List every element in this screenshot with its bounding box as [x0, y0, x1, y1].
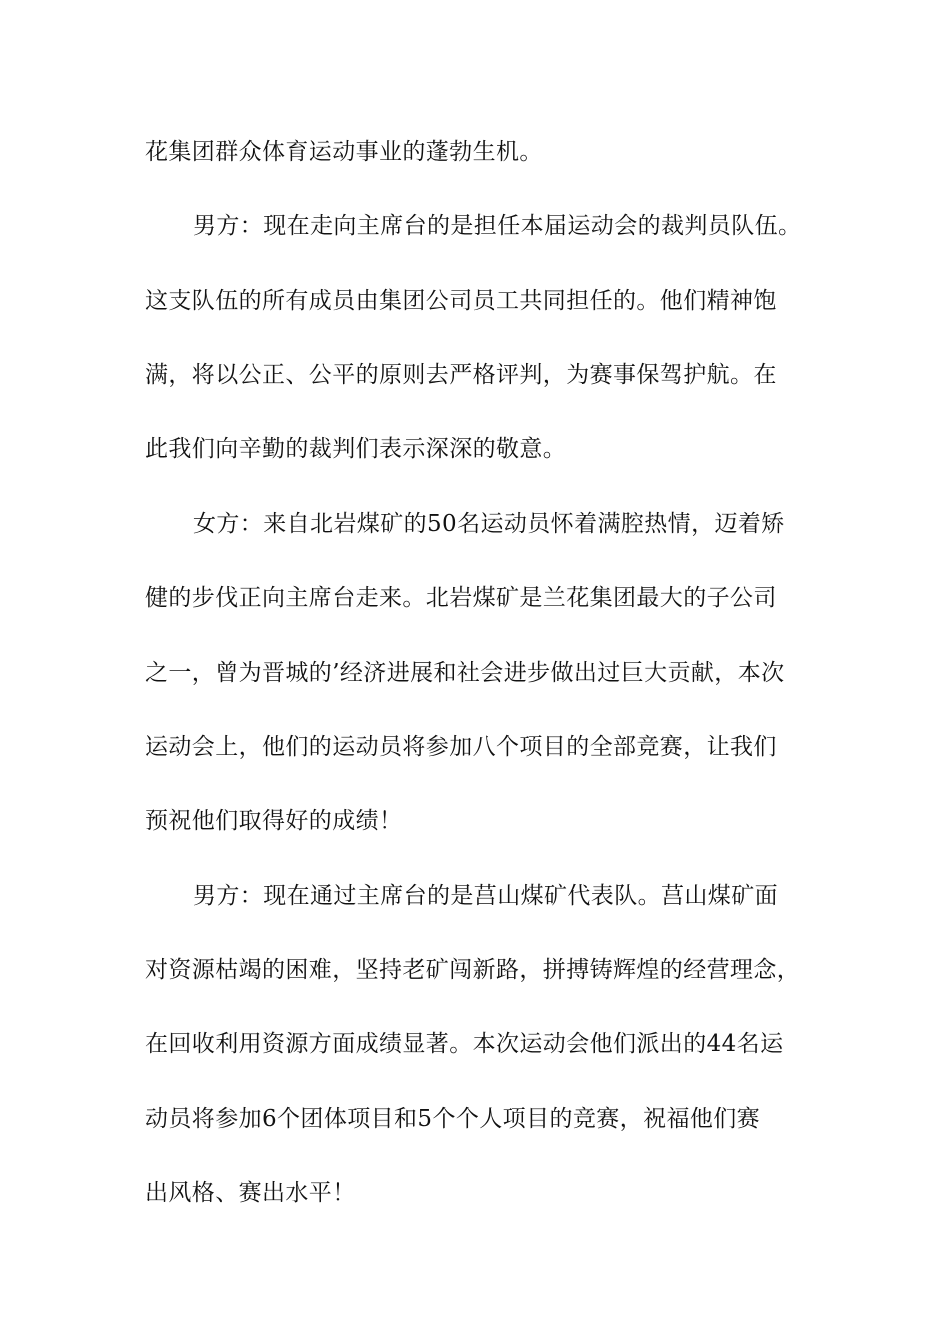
text-line: 这支队伍的所有成员由集团公司员工共同担任的。他们精神饱: [145, 288, 777, 314]
text-line: 对资源枯竭的困难，坚持老矿闯新路，拼搏铸辉煌的经营理念，: [145, 957, 801, 983]
text-line: 女方：来自北岩煤矿的50名运动员怀着满腔热情，迈着矫: [193, 511, 785, 537]
text-line: 健的步伐正向主席台走来。北岩煤矿是兰花集团最大的子公司: [145, 585, 777, 611]
text-line: 男方：现在通过主席台的是莒山煤矿代表队。莒山煤矿面: [193, 883, 778, 909]
text-line: 出风格、赛出水平！: [145, 1180, 356, 1206]
text-line: 男方：现在走向主席台的是担任本届运动会的裁判员队伍。: [193, 213, 802, 239]
text-line: 花集团群众体育运动事业的蓬勃生机。: [145, 139, 543, 165]
text-line: 此我们向辛勤的裁判们表示深深的敬意。: [145, 436, 567, 462]
text-line: 预祝他们取得好的成绩！: [145, 808, 403, 834]
text-line: 运动会上，他们的运动员将参加八个项目的全部竞赛，让我们: [145, 734, 777, 760]
text-line: 动员将参加6个团体项目和5个个人项目的竞赛，祝福他们赛: [145, 1106, 761, 1132]
text-line: 满，将以公正、公平的原则去严格评判，为赛事保驾护航。在: [145, 362, 777, 388]
text-line: 之一，曾为晋城的’经济进展和社会进步做出过巨大贡献，本次: [145, 660, 785, 686]
text-line: 在回收利用资源方面成绩显著。本次运动会他们派出的44名运: [145, 1031, 784, 1057]
